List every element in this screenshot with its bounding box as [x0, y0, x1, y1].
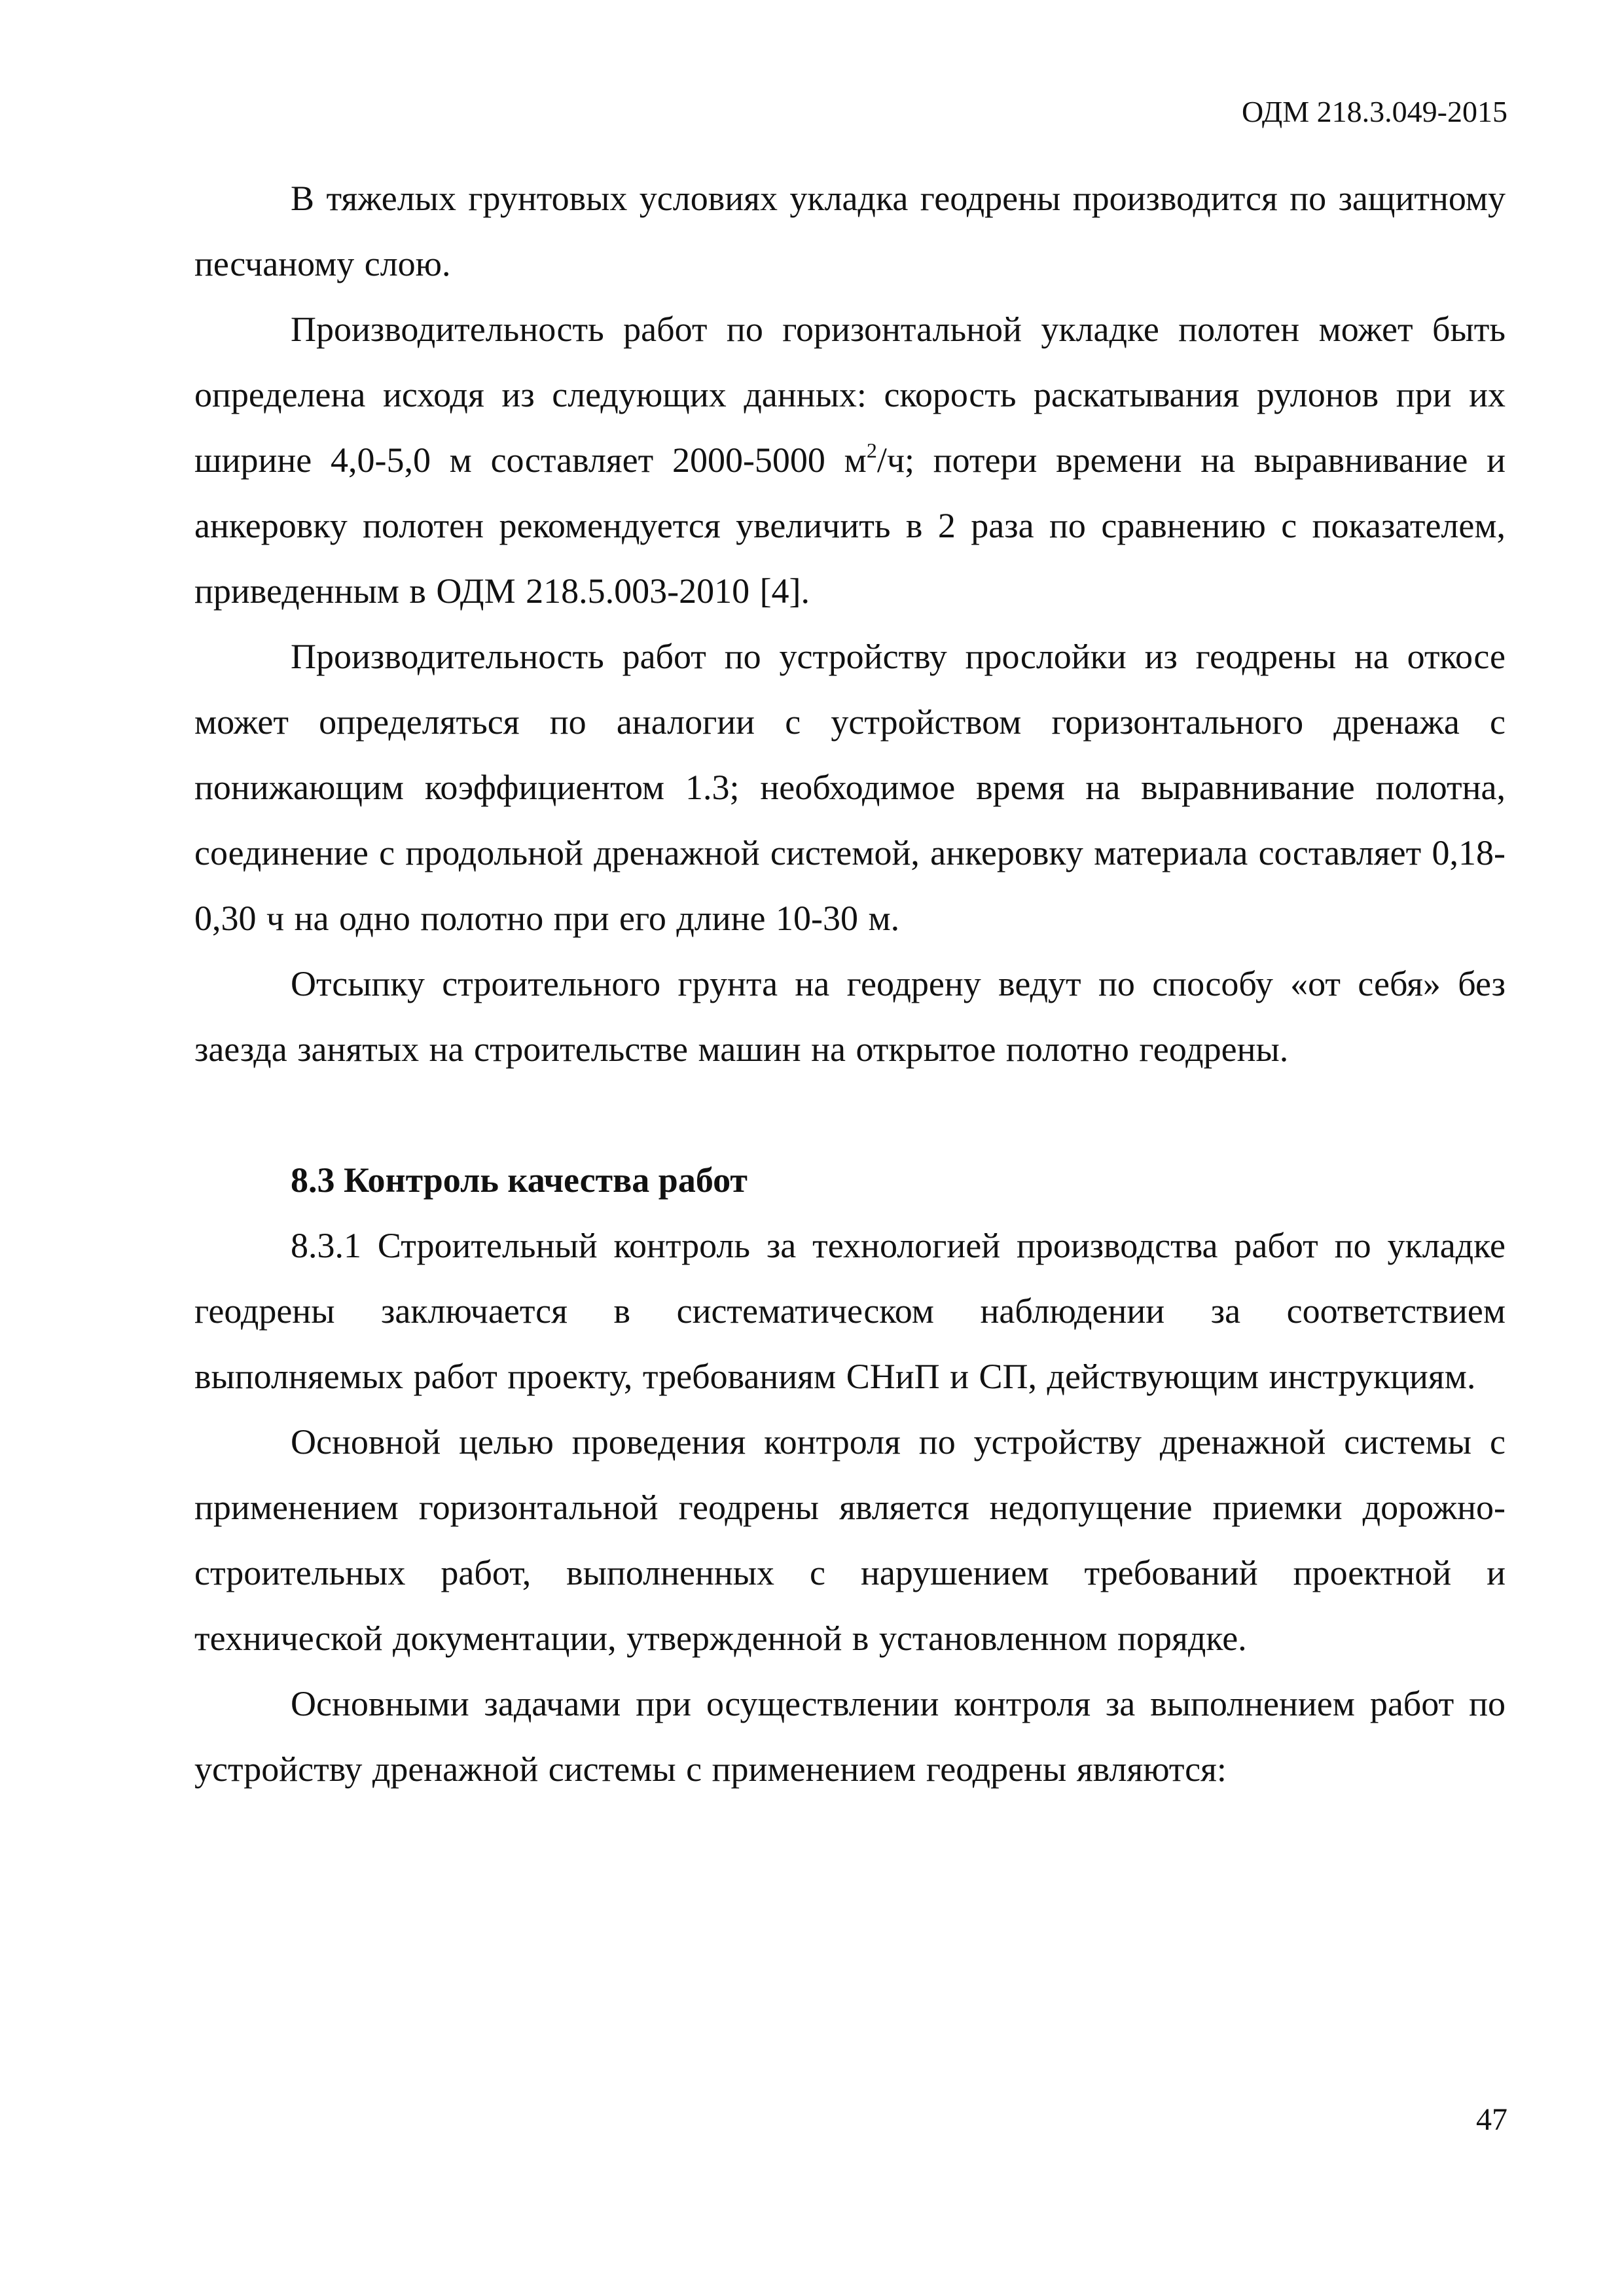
- paragraph-horizontal-laying-productivity: [194, 296, 1506, 624]
- paragraph-laying-conditions: В тяжелых грунтовых условиях укладка геодрены производится по защитному песчаному слою.: [194, 179, 1506, 283]
- superscript-exponent: 2: [866, 439, 877, 462]
- page-number: 47: [1476, 2102, 1507, 2137]
- paragraph-text-part: Производительность работ по горизонтальной укладке полотен может быть определена исходя из следующих данных: скорость раскатывания рулонов при их ширине 4,0-5,0 м составляет 2000-5000 м: [194, 310, 1506, 480]
- paragraph-control-tasks: Основными задачами при осуществлении контроля за выполнением работ по устройству дренажной системы с применением геодрены являются:: [194, 1684, 1506, 1789]
- paragraph-control-goal: Основной целью проведения контроля по устройству дренажной системы с применением горизонтальной геодрены является недопущение приемки дорожно-строительных работ, выполненных с нарушением требований проектной и технической документации, утвержденной в установленном порядке.: [194, 1422, 1506, 1658]
- document-code-header: ОДМ 218.3.049-2015: [1241, 95, 1507, 128]
- paragraph-text-part: /ч; потери времени на выравнивание и анкеровку полотен рекомендуется увеличить в 2 раза по сравнению с показателем, приведенным в ОДМ 218.5.003-2010 [4].: [194, 440, 1506, 611]
- paragraph-construction-control: 8.3.1 Строительный контроль за технологией производства работ по укладке геодрены заключается в систематическом наблюдении за соответствием выполняемых работ проекту, требованиям СНиП и СП, действующим инструкциям.: [194, 1226, 1506, 1396]
- section-heading-quality-control: 8.3 Контроль качества работ: [291, 1160, 748, 1200]
- page-body: [194, 166, 1506, 1802]
- paragraph-slope-layer-productivity: Производительность работ по устройству прослойки из геодрены на откосе может определяться по аналогии с устройством горизонтального дренажа с понижающим коэффициентом 1.3; необходимое время на выравнивание полотна, соединение с продольной дренажной системой, анкеровку материала составляет 0,18-0,30 ч на одно полотно при его длине 10-30 м.: [194, 637, 1506, 938]
- paragraph-soil-filling: Отсыпку строительного грунта на геодрену ведут по способу «от себя» без заезда занятых на строительстве машин на открытое полотно геодрены.: [194, 964, 1506, 1069]
